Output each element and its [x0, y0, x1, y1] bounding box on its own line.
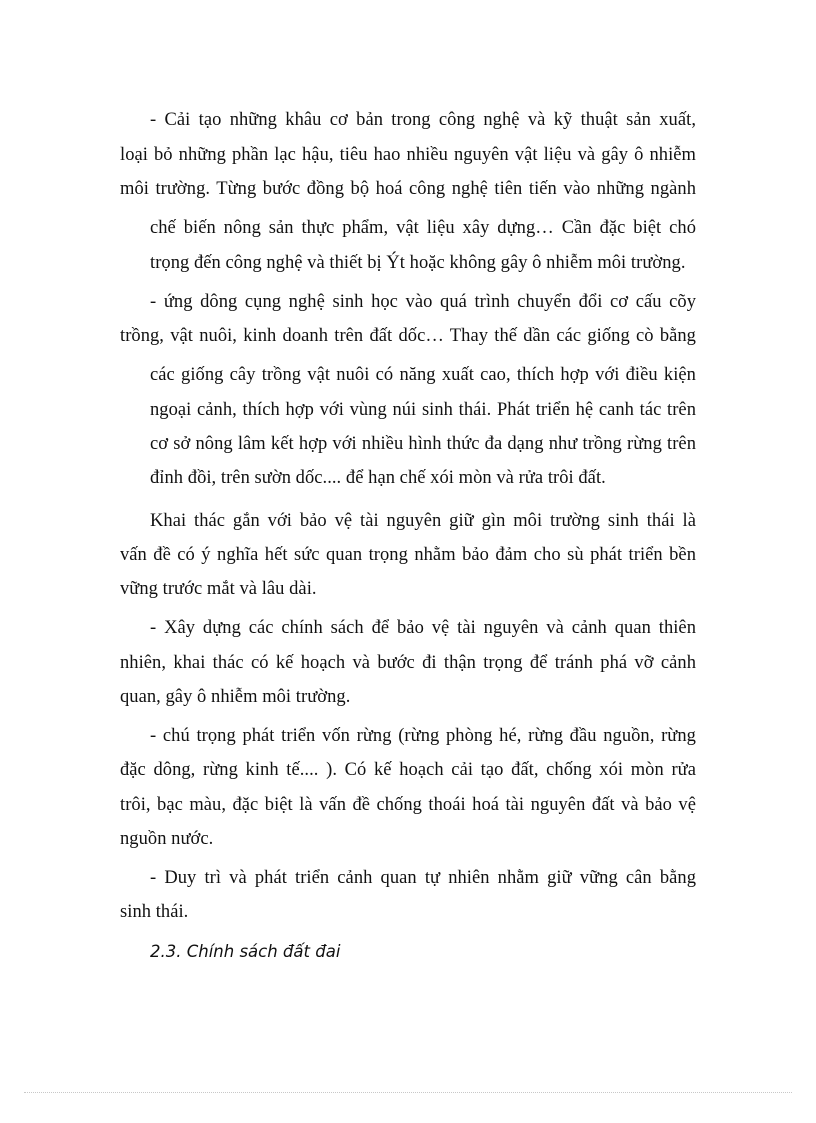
text-line-22: - Duy trì và phát triển cảnh quan tự nhiên nhằm giữ vững cân bằng [150, 868, 696, 888]
text-line-2: loại bỏ những phần lạc hậu, tiêu hao nhiều nguyên vật liệu và gây ô nhiễm [120, 145, 696, 165]
text-line-13: vấn đề có ý nghĩa hết sức quan trọng nhằm bảo đảm cho sù phát triển bền [120, 545, 696, 565]
text-line-3: môi trường. Từng bước đồng bộ hoá công nghệ tiên tiến vào những ngành [120, 179, 696, 199]
text-line-1: - Cải tạo những khâu cơ bản trong công nghệ và kỹ thuật sản xuất, [150, 110, 696, 130]
text-line-6: - ứng dông cụng nghệ sinh học vào quá trình chuyển đổi cơ cấu cõy [150, 292, 696, 312]
text-line-9: ngoại cảnh, thích hợp với vùng núi sinh thái. Phát triển hệ canh tác trên [150, 400, 696, 420]
text-line-4: chế biến nông sản thực phẩm, vật liệu xây dựng… Cần đặc biệt chó [150, 218, 696, 238]
text-line-7: trồng, vật nuôi, kinh doanh trên đất dốc… Thay thế dần các giống cò bằng [120, 326, 696, 346]
page-bottom-divider [24, 1092, 792, 1093]
text-line-12: Khai thác gắn với bảo vệ tài nguyên giữ gìn môi trường sinh thái là [150, 511, 696, 531]
text-line-10: cơ sở nông lâm kết hợp với nhiều hình thức đa dạng như trồng rừng trên [150, 434, 696, 454]
text-line-14: vững trước mắt và lâu dài. [120, 579, 317, 599]
text-line-18: - chú trọng phát triển vốn rừng (rừng phòng hé, rừng đầu nguồn, rừng [150, 726, 696, 746]
text-line-15: - Xây dựng các chính sách để bảo vệ tài nguyên và cảnh quan thiên [150, 618, 696, 638]
text-line-21: nguồn nước. [120, 829, 214, 849]
text-line-16: nhiên, khai thác có kế hoạch và bước đi thận trọng để tránh phá vỡ cảnh [120, 653, 696, 673]
text-line-5: trọng đến công nghệ và thiết bị Ýt hoặc không gây ô nhiễm môi trường. [150, 253, 686, 273]
text-line-23: sinh thái. [120, 902, 189, 922]
text-line-20: trôi, bạc màu, đặc biệt là vấn đề chống thoái hoá tài nguyên đất và bảo vệ [120, 795, 696, 815]
section-heading: 2.3. Chính sách đất đai [150, 942, 341, 961]
text-line-8: các giống cây trồng vật nuôi có năng xuất cao, thích hợp với điều kiện [150, 365, 696, 385]
text-line-19: đặc dông, rừng kinh tế.... ). Có kế hoạch cải tạo đất, chống xói mòn rửa [120, 760, 696, 780]
text-line-11: đỉnh đồi, trên sườn dốc.... để hạn chế xói mòn và rửa trôi đất. [150, 468, 606, 488]
text-line-17: quan, gây ô nhiễm môi trường. [120, 687, 351, 707]
